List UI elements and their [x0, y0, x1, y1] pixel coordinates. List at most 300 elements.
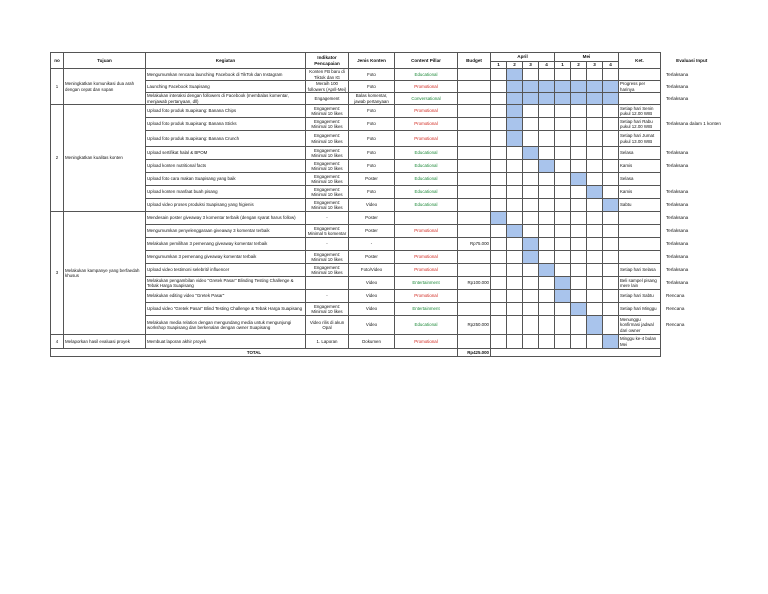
week-cell [587, 316, 603, 335]
note-cell: Kamis [619, 160, 661, 173]
week-cell [555, 81, 571, 93]
activity-cell: Melakukan media relation dengan mengundang media untuk mengunjungi workshop Suapisang dan berkenalan dengan owner Suapisang [146, 316, 306, 335]
week-cell [523, 147, 539, 160]
evaluation-cell: Rencana [666, 306, 685, 312]
week-cell [539, 335, 555, 349]
note-cell: Progress per harinya [619, 81, 661, 93]
budget-cell [458, 147, 491, 160]
content-pillar-cell: Educational [395, 316, 458, 335]
week-cell [523, 93, 539, 105]
week-cell [603, 290, 619, 303]
content-pillar-cell: Promotional [395, 81, 458, 93]
week-cell [507, 147, 523, 160]
header-week-april-4: 4 [539, 62, 555, 69]
header-mei: Mei [555, 53, 619, 62]
week-cell [555, 277, 571, 290]
week-cell [539, 131, 555, 147]
week-cell [571, 118, 587, 131]
week-cell [539, 147, 555, 160]
table-row [51, 316, 723, 335]
week-cell [507, 251, 523, 264]
week-cell [523, 131, 539, 147]
week-cell [491, 316, 507, 335]
week-cell [587, 69, 603, 81]
week-cell [507, 238, 523, 251]
budget-cell [458, 199, 491, 212]
week-cell [603, 81, 619, 93]
content-pillar-cell: Promotional [395, 131, 458, 147]
week-cell [539, 264, 555, 277]
week-cell [587, 173, 603, 186]
week-cell [523, 173, 539, 186]
week-cell [523, 303, 539, 316]
content-type-cell: Foto [349, 147, 395, 160]
week-cell [587, 238, 603, 251]
note-cell: Setiap hari Minggu [619, 303, 661, 316]
week-cell [587, 277, 603, 290]
activity-cell: Mengumumkan penyelenggaraan giveaway 3 komentar terbaik [146, 225, 306, 238]
evaluation-cell: Terlaksana [666, 280, 689, 286]
program-schedule-table [50, 52, 723, 357]
note-cell: Setiap hari Jumat pukul 13.00 WIB [619, 131, 661, 147]
indicator-cell: Engagement: Minimal 10 likes [306, 186, 349, 199]
week-cell [571, 186, 587, 199]
week-cell [587, 186, 603, 199]
week-cell [587, 105, 603, 118]
table-row [51, 335, 723, 349]
budget-cell [458, 303, 491, 316]
week-cell [555, 251, 571, 264]
content-type-cell: Video [349, 277, 395, 290]
content-pillar-cell: Promotional [395, 118, 458, 131]
week-cell [603, 105, 619, 118]
week-cell [507, 131, 523, 147]
content-pillar-cell: Educational [395, 199, 458, 212]
week-cell [491, 81, 507, 93]
week-cell [555, 303, 571, 316]
week-cell [571, 69, 587, 81]
week-cell [491, 251, 507, 264]
content-pillar-cell: Promotional [395, 251, 458, 264]
table-row [51, 118, 723, 131]
week-cell [603, 264, 619, 277]
week-cell [571, 131, 587, 147]
activity-cell: Mendesain poster giveaway 3 komentar terbaik (dengan syarat harus follow) [146, 212, 306, 225]
week-cell [587, 212, 603, 225]
week-cell [523, 199, 539, 212]
evaluation-cell: Terlaksana [666, 83, 689, 89]
week-cell [603, 316, 619, 335]
budget-cell [458, 212, 491, 225]
header-kegiatan: Kegiatan [146, 53, 306, 69]
activity-cell: Mengumumkan rencana launching Facebook di TikTok dan Instagram [146, 69, 306, 81]
content-pillar-cell: Educational [395, 186, 458, 199]
week-cell [539, 225, 555, 238]
week-cell [539, 277, 555, 290]
content-type-cell: Dokumen [349, 335, 395, 349]
content-pillar-cell: Promotional [395, 264, 458, 277]
week-cell [587, 251, 603, 264]
note-cell [619, 238, 661, 251]
week-cell [587, 147, 603, 160]
table-row [51, 238, 723, 251]
note-cell: Beli sampel pisang mere lain [619, 277, 661, 290]
activity-cell: Upload foto produk Suapisang: Banana Crunch [146, 131, 306, 147]
budget-cell [458, 105, 491, 118]
week-cell [491, 212, 507, 225]
week-cell [603, 173, 619, 186]
activity-cell: Upload foto cara makan Suapisang yang baik [146, 173, 306, 186]
week-cell [507, 225, 523, 238]
indicator-cell: Engagement: Minimal 10 likes [306, 199, 349, 212]
note-cell: Setiap hari Senin pukul 12.00 WIB [619, 105, 661, 118]
budget-cell [458, 186, 491, 199]
week-cell [603, 212, 619, 225]
header-no: no [51, 53, 64, 69]
header-week-mei-4: 4 [603, 62, 619, 69]
week-cell [555, 131, 571, 147]
content-pillar-cell: Educational [395, 173, 458, 186]
evaluation-cell [661, 173, 723, 186]
content-type-cell: Foto [349, 131, 395, 147]
indicator-cell: - [306, 212, 349, 225]
evaluation-cell: Rencana [666, 293, 685, 299]
note-cell [619, 225, 661, 238]
activity-cell: Melakukan interaksi dengan followers di Facebook (membalas komentar, menjawab pertanyaan, dll) [146, 93, 306, 105]
table-row [51, 81, 723, 93]
budget-cell [458, 131, 491, 147]
evaluation-cell: Terlaksana [666, 71, 689, 77]
budget-cell [458, 290, 491, 303]
week-cell [523, 225, 539, 238]
week-cell [555, 225, 571, 238]
table-row [51, 131, 723, 147]
week-cell [491, 186, 507, 199]
week-cell [603, 93, 619, 105]
week-cell [539, 186, 555, 199]
week-cell [587, 160, 603, 173]
week-cell [571, 303, 587, 316]
table-row [51, 105, 723, 118]
content-type-cell: Video [349, 303, 395, 316]
activity-cell: Upload sertifikat halal & BPOM [146, 147, 306, 160]
content-pillar-cell [395, 212, 458, 225]
content-type-cell: Foto [349, 186, 395, 199]
indicator-cell: Video rilis di akun Opal [306, 316, 349, 335]
content-pillar-cell: Entertainment [395, 303, 458, 316]
week-cell [555, 238, 571, 251]
budget-cell: Rp100.000 [458, 277, 491, 290]
week-cell [587, 264, 603, 277]
budget-cell [458, 81, 491, 93]
week-cell [571, 212, 587, 225]
week-cell [523, 251, 539, 264]
week-cell [571, 335, 587, 349]
table-row [51, 199, 723, 212]
week-cell [555, 199, 571, 212]
table-row [51, 303, 723, 316]
note-cell [619, 69, 661, 81]
content-pillar-cell: Promotional [395, 290, 458, 303]
week-cell [603, 303, 619, 316]
indicator-cell: Engagement: Minimal 10 likes [306, 160, 349, 173]
week-cell [491, 105, 507, 118]
week-cell [507, 118, 523, 131]
week-cell [555, 118, 571, 131]
week-cell [507, 316, 523, 335]
indicator-cell: Meraih 100 followers (April-Mei) [306, 81, 349, 93]
week-cell [539, 199, 555, 212]
week-cell [555, 160, 571, 173]
week-cell [491, 147, 507, 160]
activity-cell: Upload video proses produksi Suapisang yang higienis [146, 199, 306, 212]
week-cell [603, 199, 619, 212]
note-cell [619, 251, 661, 264]
table-row [51, 264, 723, 277]
week-cell [603, 335, 619, 349]
activity-cell: Membuat laporan akhir proyek [146, 335, 306, 349]
content-type-cell: Foto [349, 105, 395, 118]
note-cell: Minggu ke-4 bulan Mei [619, 335, 661, 349]
header-indikator: Indikator Pencapaian [306, 53, 349, 69]
week-cell [523, 212, 539, 225]
row-number: 1 [51, 69, 64, 105]
week-cell [587, 131, 603, 147]
week-cell [571, 277, 587, 290]
week-cell [587, 335, 603, 349]
week-cell [523, 238, 539, 251]
week-cell [523, 160, 539, 173]
table-row [51, 251, 723, 264]
week-cell [491, 118, 507, 131]
header-content-pillar: Content Pillar [395, 53, 458, 69]
budget-cell [458, 118, 491, 131]
row-number: 2 [51, 105, 64, 212]
goal-cell: Meningkatkan komunikasi dua arah dengan cepat dan sopan [64, 69, 146, 105]
week-cell [491, 277, 507, 290]
activity-cell: Upload konten nutritional facts [146, 160, 306, 173]
evaluation-cell: Terlaksana [666, 202, 689, 208]
activity-cell: Upload konten manfaat buah pisang [146, 186, 306, 199]
week-cell [523, 316, 539, 335]
budget-cell [458, 160, 491, 173]
content-pillar-cell: Educational [395, 160, 458, 173]
week-cell [523, 186, 539, 199]
week-cell [555, 264, 571, 277]
content-type-cell: Poster [349, 173, 395, 186]
budget-cell [458, 93, 491, 105]
week-cell [507, 160, 523, 173]
indicator-cell: - [306, 238, 349, 251]
week-cell [539, 160, 555, 173]
week-cell [603, 238, 619, 251]
evaluation-cell: Terlaksana [666, 189, 689, 195]
week-cell [571, 93, 587, 105]
header-ket: Ket. [619, 53, 661, 69]
week-cell [507, 303, 523, 316]
header-week-april-2: 2 [507, 62, 523, 69]
evaluation-cell [661, 105, 723, 118]
week-cell [507, 290, 523, 303]
indicator-cell: Konten FB baru di Tiktok dan IG [306, 69, 349, 81]
week-cell [507, 186, 523, 199]
week-cell [555, 147, 571, 160]
activity-cell: Upload video testimoni selebriti/ influencer [146, 264, 306, 277]
activity-cell: Melakukan pemilihan 3 pemenang giveaway komentar terbaik [146, 238, 306, 251]
note-cell: Setiap hari Selasa [619, 264, 661, 277]
indicator-cell: Engagement: Minimal 10 likes [306, 251, 349, 264]
evaluation-cell: Terlaksana [666, 95, 689, 101]
budget-cell [458, 69, 491, 81]
week-cell [491, 173, 507, 186]
week-cell [523, 118, 539, 131]
content-type-cell: - [349, 238, 395, 251]
indicator-cell: Engagement: Minimal 10 likes [306, 303, 349, 316]
indicator-cell: Engagement: Minimal 5 komentar [306, 225, 349, 238]
week-cell [491, 335, 507, 349]
indicator-cell: Engagement: Minimal 10 likes [306, 264, 349, 277]
indicator-cell [306, 277, 349, 290]
week-cell [603, 131, 619, 147]
content-type-cell: Foto [349, 81, 395, 93]
week-cell [603, 118, 619, 131]
week-cell [507, 81, 523, 93]
content-pillar-cell [395, 238, 458, 251]
content-type-cell: Video [349, 316, 395, 335]
total-evaluation [661, 349, 723, 357]
content-type-cell: Poster [349, 225, 395, 238]
goal-cell: Meningkatkan kualitas konten [64, 105, 146, 212]
content-type-cell: Poster [349, 212, 395, 225]
week-cell [491, 69, 507, 81]
activity-cell: Melakukan editing video "Gretek Pasar" [146, 290, 306, 303]
activity-cell: Launching Facebook Suapisang [146, 81, 306, 93]
week-cell [603, 277, 619, 290]
evaluation-cell: Terlaksana [666, 267, 689, 273]
week-cell [571, 290, 587, 303]
week-cell [491, 303, 507, 316]
week-cell [539, 251, 555, 264]
indicator-cell: Engagement [306, 93, 349, 105]
evaluation-cell: Terlaksana [666, 254, 689, 260]
table-row [51, 277, 723, 290]
indicator-cell: Engagement: Minimal 10 likes [306, 131, 349, 147]
note-cell: Kamis [619, 186, 661, 199]
content-pillar-cell: Conversational [395, 93, 458, 105]
content-type-cell: Foto [349, 69, 395, 81]
week-cell [555, 316, 571, 335]
evaluation-cell: Terlaksana [666, 163, 689, 169]
table-row [51, 212, 723, 225]
evaluation-cell [661, 131, 723, 147]
table-row [51, 69, 723, 81]
note-cell [619, 93, 661, 105]
week-cell [571, 316, 587, 335]
header-week-april-1: 1 [491, 62, 507, 69]
table-row [51, 225, 723, 238]
indicator-cell: Engagement: Minimal 10 likes [306, 105, 349, 118]
week-cell [555, 290, 571, 303]
week-cell [523, 105, 539, 118]
content-pillar-cell: Educational [395, 147, 458, 160]
activity-cell: Mengumumkan 3 pemenang giveaway komentar terbaik [146, 251, 306, 264]
week-cell [507, 335, 523, 349]
week-cell [539, 290, 555, 303]
table-row [51, 186, 723, 199]
table-row [51, 93, 723, 105]
week-cell [507, 69, 523, 81]
week-cell [491, 238, 507, 251]
row-number: 4 [51, 335, 64, 349]
table-row [51, 173, 723, 186]
week-cell [571, 81, 587, 93]
note-cell: Setiap hari Sabtu [619, 290, 661, 303]
week-cell [587, 199, 603, 212]
week-cell [539, 212, 555, 225]
week-cell [491, 264, 507, 277]
week-cell [539, 303, 555, 316]
week-cell [539, 118, 555, 131]
header-week-mei-3: 3 [587, 62, 603, 69]
content-type-cell: Foto/Video [349, 264, 395, 277]
week-cell [555, 69, 571, 81]
indicator-cell: Engagement: Minimal 10 likes [306, 147, 349, 160]
activity-cell: Melakukan pengambilan video "Gretek Pasar" Blinding Testing Challenge & Tebak Harga Suapisang [146, 277, 306, 290]
week-cell [507, 264, 523, 277]
evaluation-cell: Terlaksana [666, 241, 689, 247]
evaluation-cell: Terlaksana [666, 228, 689, 234]
week-cell [539, 69, 555, 81]
week-cell [571, 264, 587, 277]
week-cell [587, 290, 603, 303]
week-cell [571, 225, 587, 238]
indicator-cell: Engagement: Minimal 10 likes [306, 173, 349, 186]
header-evaluasi-input: Evaluasi Input [676, 57, 708, 63]
week-cell [603, 160, 619, 173]
evaluation-cell: Terlaksana dalam 1 konten [666, 121, 721, 127]
table-row [51, 290, 723, 303]
content-type-cell: Foto [349, 118, 395, 131]
content-pillar-cell: Promotional [395, 335, 458, 349]
total-filler [491, 349, 661, 357]
week-cell [523, 81, 539, 93]
week-cell [603, 251, 619, 264]
activity-cell: Upload foto produk Suapisang: Banana Sticks [146, 118, 306, 131]
total-label: TOTAL [51, 349, 458, 357]
week-cell [587, 118, 603, 131]
total-row [51, 349, 723, 357]
budget-cell [458, 173, 491, 186]
content-type-cell: Poster [349, 251, 395, 264]
table-row [51, 147, 723, 160]
week-cell [507, 199, 523, 212]
week-cell [491, 160, 507, 173]
week-cell [539, 316, 555, 335]
week-cell [491, 290, 507, 303]
activity-cell: Upload foto produk Suapisang: Banana Chips [146, 105, 306, 118]
week-cell [587, 225, 603, 238]
week-cell [603, 69, 619, 81]
week-cell [555, 93, 571, 105]
week-cell [539, 93, 555, 105]
budget-cell [458, 335, 491, 349]
week-cell [539, 173, 555, 186]
note-cell [619, 212, 661, 225]
indicator-cell: Engagement: Minimal 10 likes [306, 118, 349, 131]
week-cell [587, 81, 603, 93]
week-cell [555, 173, 571, 186]
evaluation-cell: Rencana [666, 322, 685, 328]
